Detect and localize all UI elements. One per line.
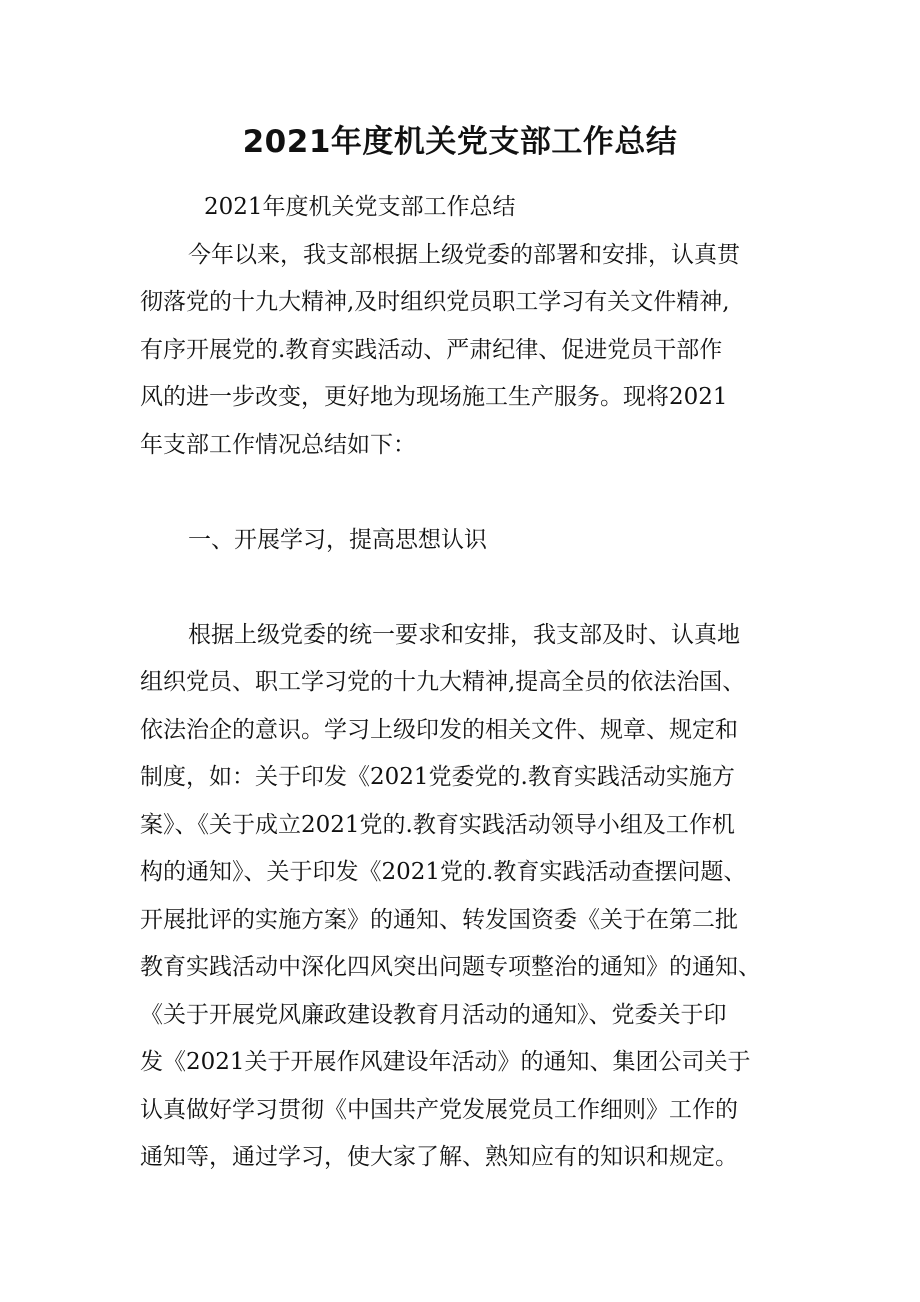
- section1-line: 认真做好学习贯彻《中国共产党发展党员工作细则》工作的: [140, 1096, 738, 1123]
- intro-line: 年支部工作情况总结如下：: [140, 431, 416, 458]
- intro-line: 有序开展党的.教育实践活动、严肃纪律、促进党员干部作: [140, 336, 723, 363]
- document-title: 2021年度机关党支部工作总结: [242, 124, 678, 160]
- section1-line: 组织党员、职工学习党的十九大精神,提高全员的依法治国、: [140, 669, 746, 695]
- section1-line: 发《2021关于开展作风建设年活动》的通知、集团公司关于: [140, 1049, 751, 1075]
- section1-line: 制度，如：关于印发《2021党委党的.教育实践活动实施方: [140, 764, 735, 790]
- section1-line: 通知等，通过学习，使大家了解、熟知应有的知识和规定。: [140, 1144, 738, 1170]
- section1-line: 根据上级党委的统一要求和安排，我支部及时、认真地: [188, 621, 740, 648]
- section1-line: 开展批评的实施方案》的通知、转发国资委《关于在第二批: [140, 906, 738, 933]
- section1-line: 案》、《关于成立2021党的.教育实践活动领导小组及工作机: [140, 811, 735, 838]
- section1-line: 教育实践活动中深化四风突出问题专项整治的通知》的通知、: [140, 954, 761, 980]
- paragraph-spacer: [140, 564, 785, 612]
- section1-line: 构的通知》、关于印发《2021党的.教育实践活动查摆问题、: [140, 859, 747, 885]
- intro-line: 风的进一步改变，更好地为现场施工生产服务。现将2021: [140, 384, 728, 410]
- document-subtitle: 2021年度机关党支部工作总结: [204, 194, 516, 220]
- section1-line: 《关于开展党风廉政建设教育月活动的通知》、党委关于印: [140, 1001, 727, 1028]
- intro-line: 彻落党的十九大精神,及时组织党员职工学习有关文件精神,: [140, 289, 730, 315]
- section1-line: 依法治企的意识。学习上级印发的相关文件、规章、规定和: [140, 716, 738, 743]
- section-heading: 一、开展学习，提高思想认识: [188, 526, 487, 553]
- paragraph-spacer: [140, 469, 785, 517]
- document-body: [140, 184, 785, 1182]
- intro-line: 今年以来，我支部根据上级党委的部署和安排，认真贯: [188, 241, 740, 268]
